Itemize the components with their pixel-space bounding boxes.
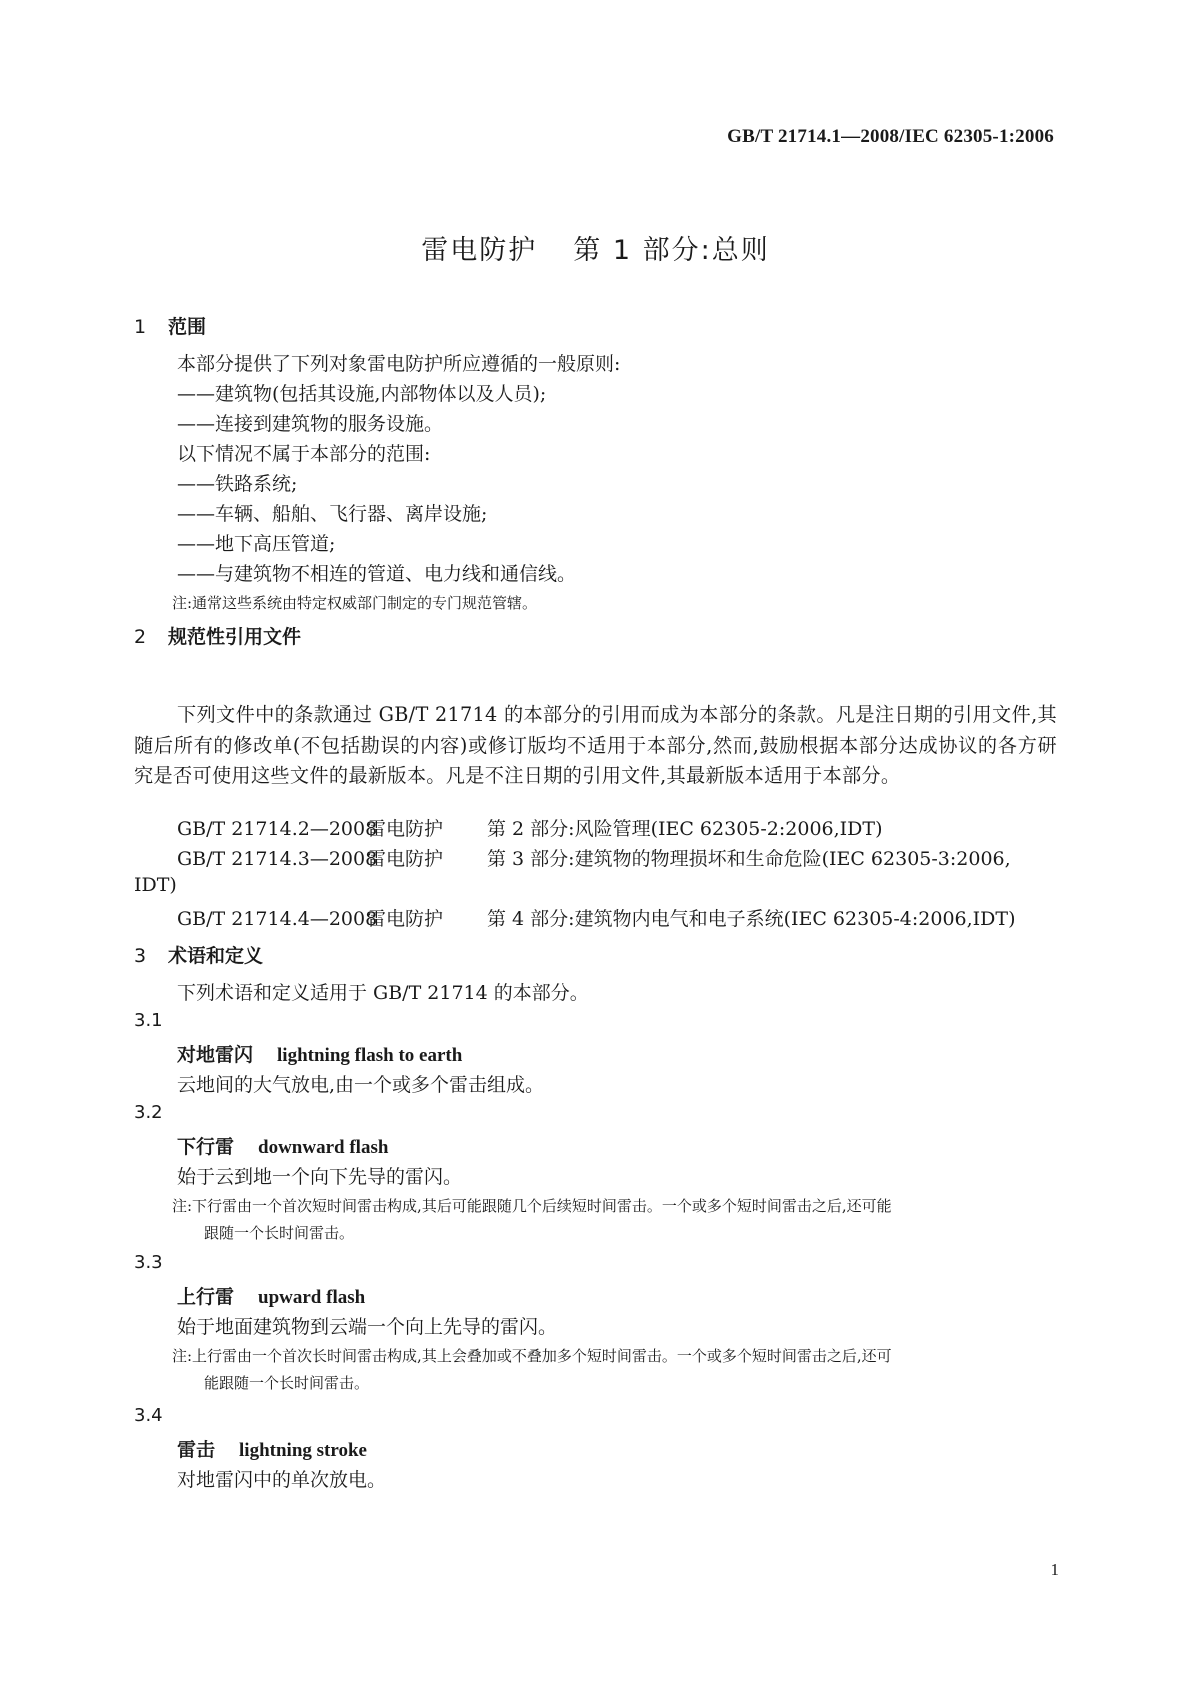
clause-number: 3.1 — [134, 1010, 163, 1031]
term-en: lightning flash to earth — [277, 1045, 463, 1066]
reference-item — [177, 814, 883, 841]
term-note-continued: 跟随一个长时间雷击。 — [204, 1224, 355, 1242]
section-number: 2 — [134, 626, 147, 648]
reference-detail-continued: IDT) — [134, 874, 177, 896]
section-2-heading — [134, 622, 301, 649]
term-en: upward flash — [258, 1287, 366, 1308]
term-heading — [177, 1132, 388, 1159]
reference-code: GB/T 21714.2—2008 — [177, 818, 378, 840]
standard-number: GB/T 21714.1—2008/IEC 62305-1:2006 — [727, 126, 1054, 147]
page-number: 1 — [1050, 1560, 1059, 1579]
reference-title: 雷电防护 — [367, 818, 444, 840]
section-1-heading — [134, 312, 206, 339]
reference-code: GB/T 21714.4—2008 — [177, 908, 378, 930]
reference-title: 雷电防护 — [367, 908, 444, 930]
scope-line: 本部分提供了下列对象雷电防护所应遵循的一般原则: — [177, 353, 621, 375]
section-number: 1 — [134, 316, 147, 338]
title-sub: 第 1 部分:总则 — [573, 235, 770, 266]
scope-note: 注:通常这些系统由特定权威部门制定的专门规范管辖。 — [172, 594, 538, 612]
term-note: 注:下行雷由一个首次短时间雷击构成,其后可能跟随几个后续短时间雷击。一个或多个短时间雷击之后,还可能 — [172, 1197, 892, 1215]
terms-intro: 下列术语和定义适用于 GB/T 21714 的本部分。 — [177, 982, 589, 1004]
clause-number: 3.2 — [134, 1102, 163, 1123]
scope-line: ——连接到建筑物的服务设施。 — [177, 413, 444, 435]
scope-line: ——铁路系统; — [177, 473, 298, 495]
reference-item — [177, 904, 1016, 931]
section-title: 范围 — [168, 316, 207, 338]
section-number: 3 — [134, 945, 147, 967]
clause-number: 3.4 — [134, 1405, 163, 1426]
section-title: 规范性引用文件 — [168, 626, 302, 648]
page-title — [0, 228, 1191, 267]
term-en: lightning stroke — [239, 1440, 367, 1461]
reference-item — [177, 844, 1011, 871]
term-heading — [177, 1282, 365, 1309]
term-zh: 雷击 — [177, 1439, 216, 1461]
title-main: 雷电防护 — [421, 235, 538, 266]
scope-line: ——与建筑物不相连的管道、电力线和通信线。 — [177, 563, 577, 585]
term-definition: 始于地面建筑物到云端一个向上先导的雷闪。 — [177, 1316, 558, 1338]
scope-line: ——车辆、船舶、飞行器、离岸设施; — [177, 503, 488, 525]
reference-detail: 第 3 部分:建筑物的物理损坏和生命危险(IEC 62305-3:2006, — [487, 848, 1011, 870]
term-definition: 云地间的大气放电,由一个或多个雷击组成。 — [177, 1074, 545, 1096]
section-title: 术语和定义 — [168, 945, 264, 967]
term-zh: 上行雷 — [177, 1286, 235, 1308]
term-heading — [177, 1435, 367, 1462]
term-zh: 下行雷 — [177, 1136, 235, 1158]
scope-line: 以下情况不属于本部分的范围: — [177, 443, 431, 465]
scope-line: ——地下高压管道; — [177, 533, 336, 555]
reference-detail: 第 2 部分:风险管理(IEC 62305-2:2006,IDT) — [487, 818, 883, 840]
reference-code: GB/T 21714.3—2008 — [177, 848, 378, 870]
term-zh: 对地雷闪 — [177, 1044, 254, 1066]
section-3-heading — [134, 941, 263, 968]
term-heading — [177, 1040, 462, 1067]
term-note-continued: 能跟随一个长时间雷击。 — [204, 1374, 370, 1392]
normative-references-paragraph: 下列文件中的条款通过 GB/T 21714 的本部分的引用而成为本部分的条款。凡是注日期的引用文件,其随后所有的修改单(不包括勘误的内容)或修订版均不适用于本部分,然而,鼓励根据本部分达成协议的各方研究是否可使用这些文件的最新版本。凡是不注日期的引用文件,其最新版本适用于本部分。 — [134, 703, 1057, 787]
term-en: downward flash — [258, 1137, 389, 1158]
reference-detail: 第 4 部分:建筑物内电气和电子系统(IEC 62305-4:2006,IDT) — [487, 908, 1016, 930]
term-note: 注:上行雷由一个首次长时间雷击构成,其上会叠加或不叠加多个短时间雷击。一个或多个短时间雷击之后,还可 — [172, 1347, 892, 1365]
term-definition: 始于云到地一个向下先导的雷闪。 — [177, 1166, 463, 1188]
reference-title: 雷电防护 — [367, 848, 444, 870]
clause-number: 3.3 — [134, 1252, 163, 1273]
scope-line: ——建筑物(包括其设施,内部物体以及人员); — [177, 383, 547, 405]
term-definition: 对地雷闪中的单次放电。 — [177, 1469, 387, 1491]
